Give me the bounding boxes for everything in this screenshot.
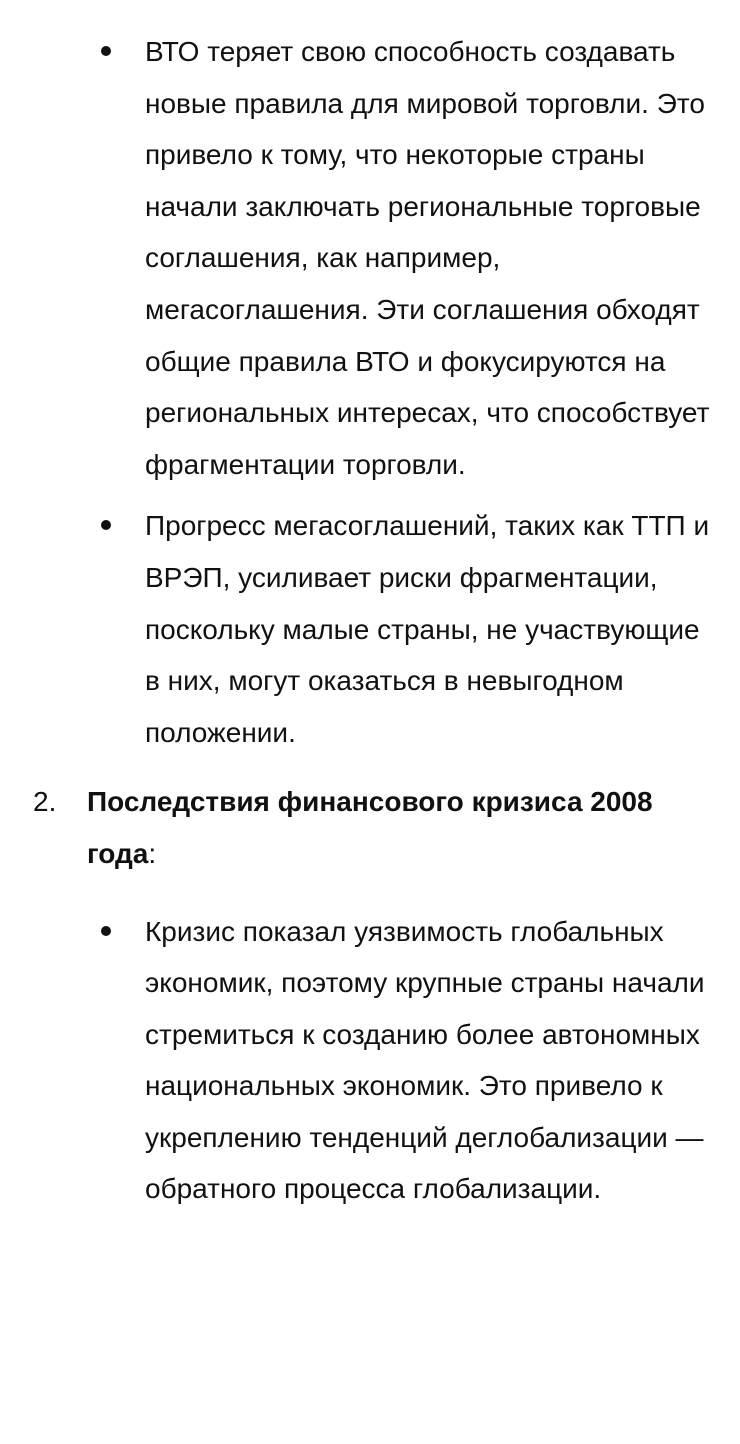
bullet-icon bbox=[101, 520, 111, 530]
bullet-text: Прогресс мегасоглашений, таких как ТТП и ВРЭП, усиливает риски фрагментации, поскольку малые страны, не участвующие в них, могут оказаться в невыгодном положении. bbox=[145, 510, 710, 748]
bullet-item-wto-rules bbox=[0, 26, 740, 490]
bullet-text: ВТО теряет свою способность создавать новые правила для мировой торговли. Это привело к тому, что некоторые страны начали заключать региональные торговые соглашения, как например, мегасоглашения. Эти соглашения обходят общие правила ВТО и фокусируются на региональных интересах, что способствует фрагментации торговли. bbox=[145, 36, 710, 480]
item-heading: Последствия финансового кризиса 2008 года bbox=[87, 786, 653, 869]
bullet-icon bbox=[101, 926, 111, 936]
bullet-list-wto bbox=[0, 26, 740, 758]
bullet-icon bbox=[101, 46, 111, 56]
bullet-list-crisis bbox=[0, 906, 740, 1216]
bullet-item-megadeals bbox=[0, 500, 740, 758]
numbered-item-financial-crisis bbox=[0, 776, 740, 879]
item-heading-suffix: : bbox=[148, 837, 157, 869]
list-number: 2. bbox=[33, 786, 57, 818]
bullet-text: Кризис показал уязвимость глобальных экономик, поэтому крупные страны начали стремиться к созданию более автономных национальных экономик. Это привело к укреплению тенденций деглобализации — обратного процесса глобализации. bbox=[145, 915, 705, 1205]
bullet-item-crisis-vulnerability bbox=[0, 906, 740, 1216]
